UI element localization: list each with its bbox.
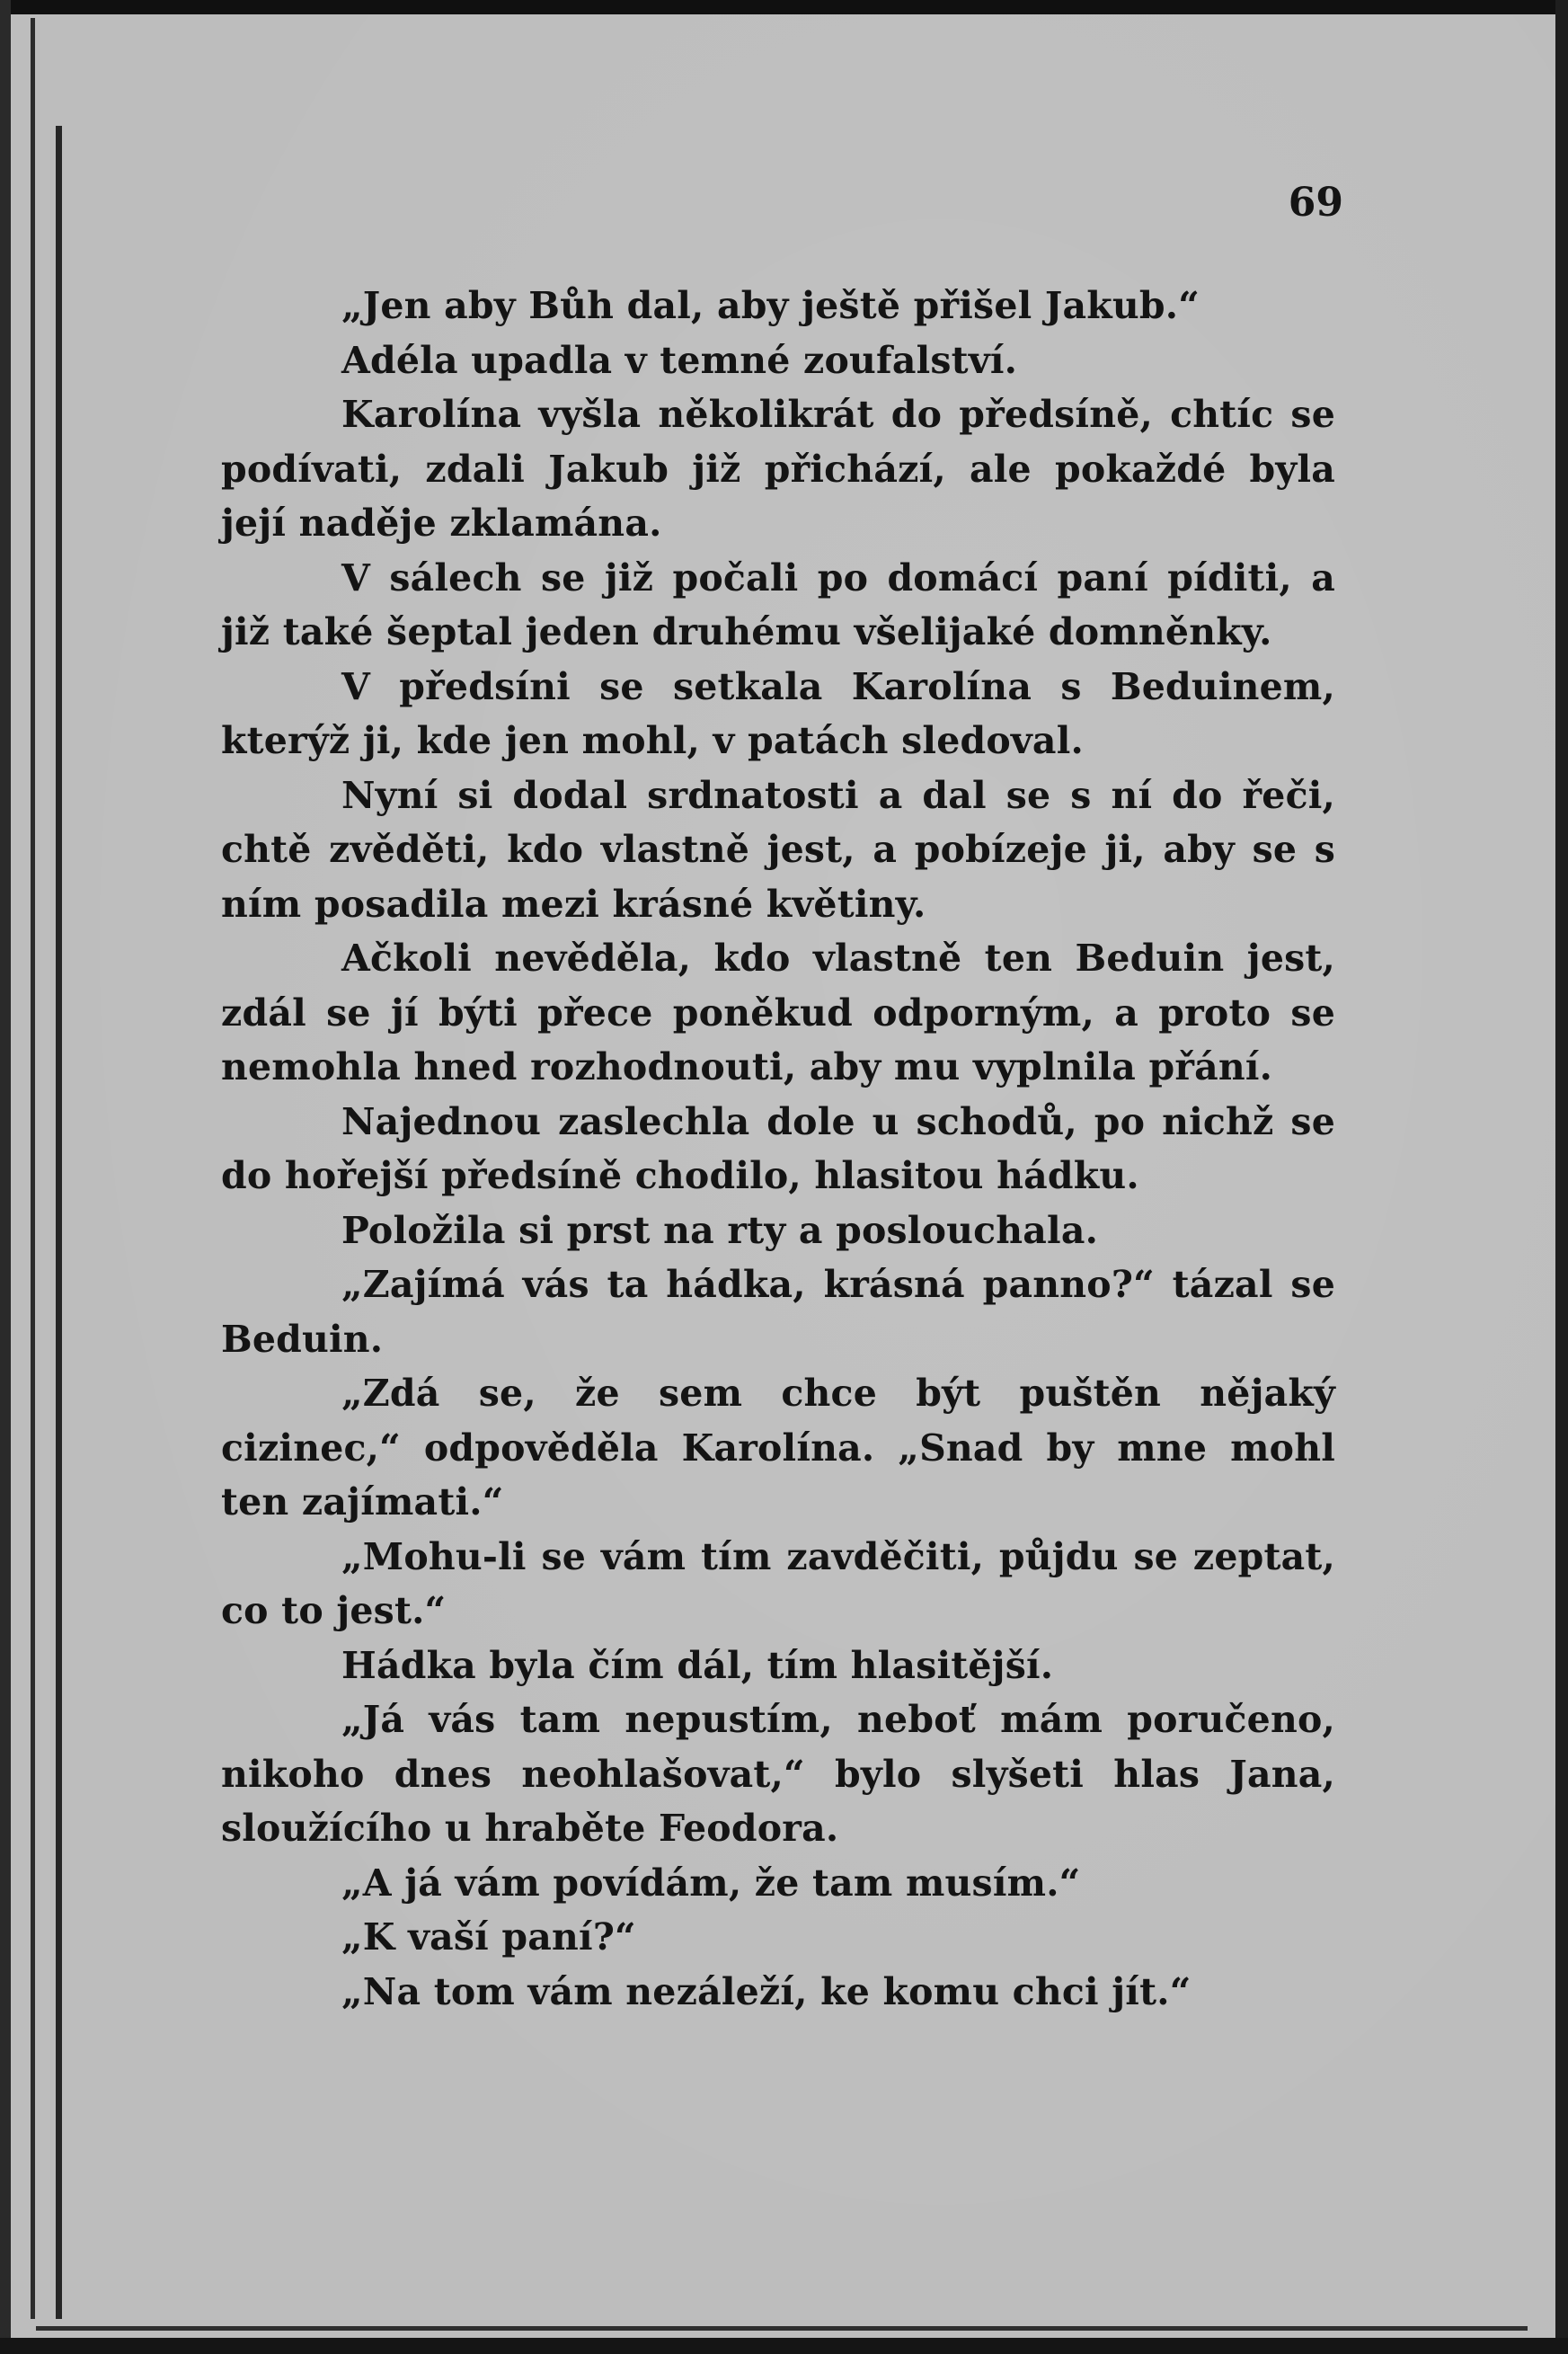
binding-line [36,2326,1528,2331]
paragraph: Nyní si dodal srdnatosti a dal se s ní do řeči, chtě zvěděti, kdo vlastně jest, a pobízeje ji, aby se s ním posadila mezi krásné květiny. [221,773,1335,926]
binding-line [56,126,62,2319]
paragraph: „Zajímá vás ta hádka, krásná panno?“ tázal se Beduin. [221,1263,1335,1361]
body-text [221,279,1335,2019]
paragraph: „Zdá se, že sem chce být puštěn nějaký cizinec,“ odpověděla Karolína. „Snad by mne mohl ten zajímati.“ [221,1372,1335,1523]
paragraph: „K vaší paní?“ [341,1915,636,1959]
paragraph: Najednou zaslechla dole u schodů, po nichž se do hořejší předsíně chodilo, hlasitou hádku. [221,1099,1335,1197]
scan-edge-right [1555,0,1568,2354]
paragraph: V sálech se již počali po domácí paní píditi, a již také šeptal jeden druhému všelijaké domněnky. [221,555,1335,653]
paragraph: Karolína vyšla několikrát do předsíně, chtíc se podívati, zdali Jakub již přichází, ale pokaždé byla její naděje zklamána. [221,393,1335,545]
paragraph: „Já vás tam nepustím, neboť mám poručeno, nikoho dnes neohlašovat,“ bylo slyšeti hlas Jana, sloužícího u hraběte Feodora. [221,1698,1335,1850]
paragraph: „Mohu-li se vám tím zavděčiti, půjdu se zeptat, co to jest.“ [221,1534,1335,1632]
page-number: 69 [1288,180,1343,226]
scan-edge-bottom [0,2338,1568,2354]
scan-edge-top [0,0,1568,14]
paragraph: V předsíni se setkala Karolína s Beduinem, kterýž ji, kde jen mohl, v patách sledoval. [221,664,1335,762]
paragraph: Položila si prst na rty a poslouchala. [341,1208,1099,1252]
paragraph: „Jen aby Bůh dal, aby ještě přišel Jakub.“ [341,284,1200,327]
paragraph: „A já vám povídám, že tam musím.“ [341,1861,1081,1905]
paragraph: „Na tom vám nezáleží, ke komu chci jít.“ [341,1969,1192,2013]
paragraph: Adéla upadla v temné zoufalství. [341,338,1018,382]
scan-edge-left [0,0,11,2354]
paragraph: Ačkoli nevěděla, kdo vlastně ten Beduin jest, zdál se jí býti přece poněkud odporným, a proto se nemohla hned rozhodnouti, aby mu vyplnila přání. [221,937,1335,1088]
binding-line [31,18,35,2319]
paragraph: Hádka byla čím dál, tím hlasitější. [341,1643,1054,1687]
